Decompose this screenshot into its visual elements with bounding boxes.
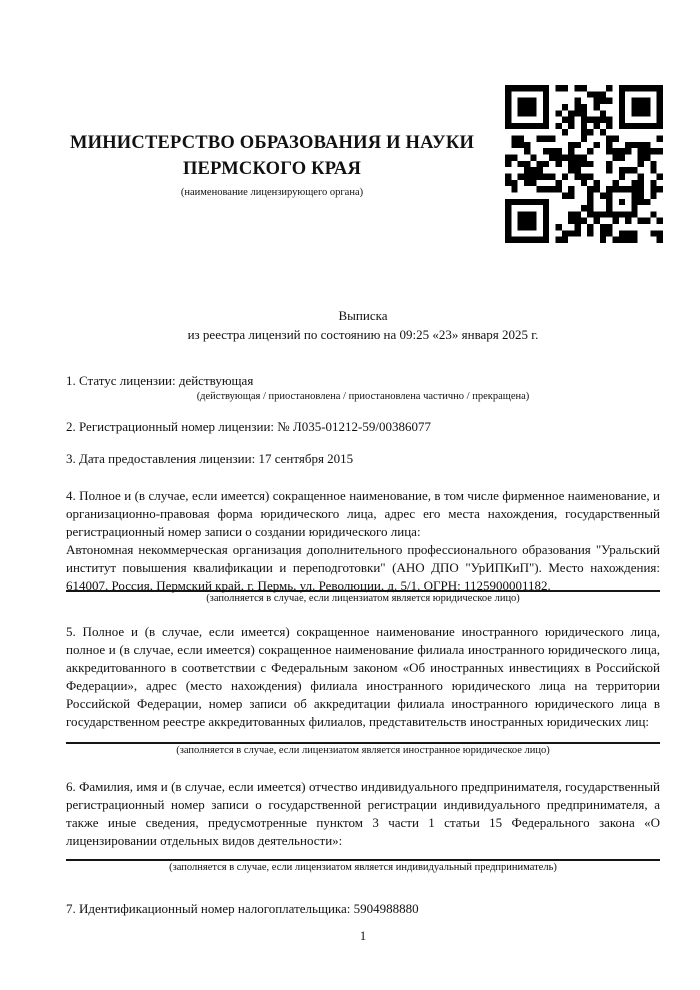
foreign-entity-caption: (заполняется в случае, если лицензиатом является иностранное юридическое лицо) [176, 745, 550, 756]
license-status-field: 1. Статус лицензии: действующая [66, 373, 254, 388]
document-body [66, 306, 660, 945]
entrepreneur-field-label: 6. Фамилия, имя и (в случае, если имеется) отчество индивидуального предпринимателя, государственный регистрационный номер записи о государственной регистрации индивидуального предпринимателя, а также иные сведения, предусмотренные пунктом 3 части 1 статьи 15 Федерального закона «О лицензировании отдельных видов деятельности»: [66, 779, 660, 848]
registration-number-field: 2. Регистрационный номер лицензии: № Л035-01212-59/00386077 [66, 419, 432, 434]
license-status-caption: (действующая / приостановлена / приостановлена частично / прекращена) [196, 391, 530, 402]
document-subtitle: из реестра лицензий по состоянию на 09:25 «23» января 2025 г. [187, 327, 539, 342]
ministry-name-line1: МИНИСТЕРСТВО ОБРАЗОВАНИЯ И НАУКИ [69, 133, 475, 153]
qr-code-icon [505, 85, 663, 243]
grant-date-field: 3. Дата предоставления лицензии: 17 сентября 2015 [66, 451, 354, 466]
ministry-name-line2: ПЕРМСКОГО КРАЯ [182, 159, 362, 179]
foreign-entity-field-label: 5. Полное и (в случае, если имеется) сокращенное наименование иностранного юридического лица, полное и (в случае, если имеется) сокращенное наименование филиала иностранного юридического лица, аккредитованного в соответствии с Федеральным законом «Об иностранных инвестициях в Российской Федерации», адрес (место нахождения) филиала иностранного юридического лица на территории Российской Федерации, номер записи об аккредитации филиала иностранного юридического лица в государственном реестре аккредитованных филиалов, представительств иностранных юридических лиц: [66, 624, 660, 729]
legal-entity-field-label: 4. Полное и (в случае, если имеется) сокращенное наименование, в том числе фирменное наименование, и организационно-правовая форма юридического лица, адрес его места нахождения, государственный регистрационный номер записи о создании юридического лица: [66, 488, 660, 539]
legal-entity-field-value: Автономная некоммерческая организация дополнительного профессионального образования "Уральский институт повышения квалификации и переподготовки" (АНО ДПО "УрИПКиП"). Место нахождения: 614007, Россия, Пермский край, г. Пермь, ул. Революции, д. 5/1. ОГРН: 1125900001182. [66, 542, 660, 593]
entrepreneur-caption: (заполняется в случае, если лицензиатом является индивидуальный предприниматель) [169, 862, 557, 873]
page-number: 1 [359, 929, 367, 943]
taxpayer-id-field: 7. Идентификационный номер налогоплательщика: 5904988880 [66, 901, 419, 916]
document-title: Выписка [338, 308, 388, 323]
ministry-name-caption: (наименование лицензирующего органа) [180, 187, 364, 198]
legal-entity-caption: (заполняется в случае, если лицензиатом является юридическое лицо) [206, 593, 520, 604]
licensing-authority-header [46, 130, 498, 199]
